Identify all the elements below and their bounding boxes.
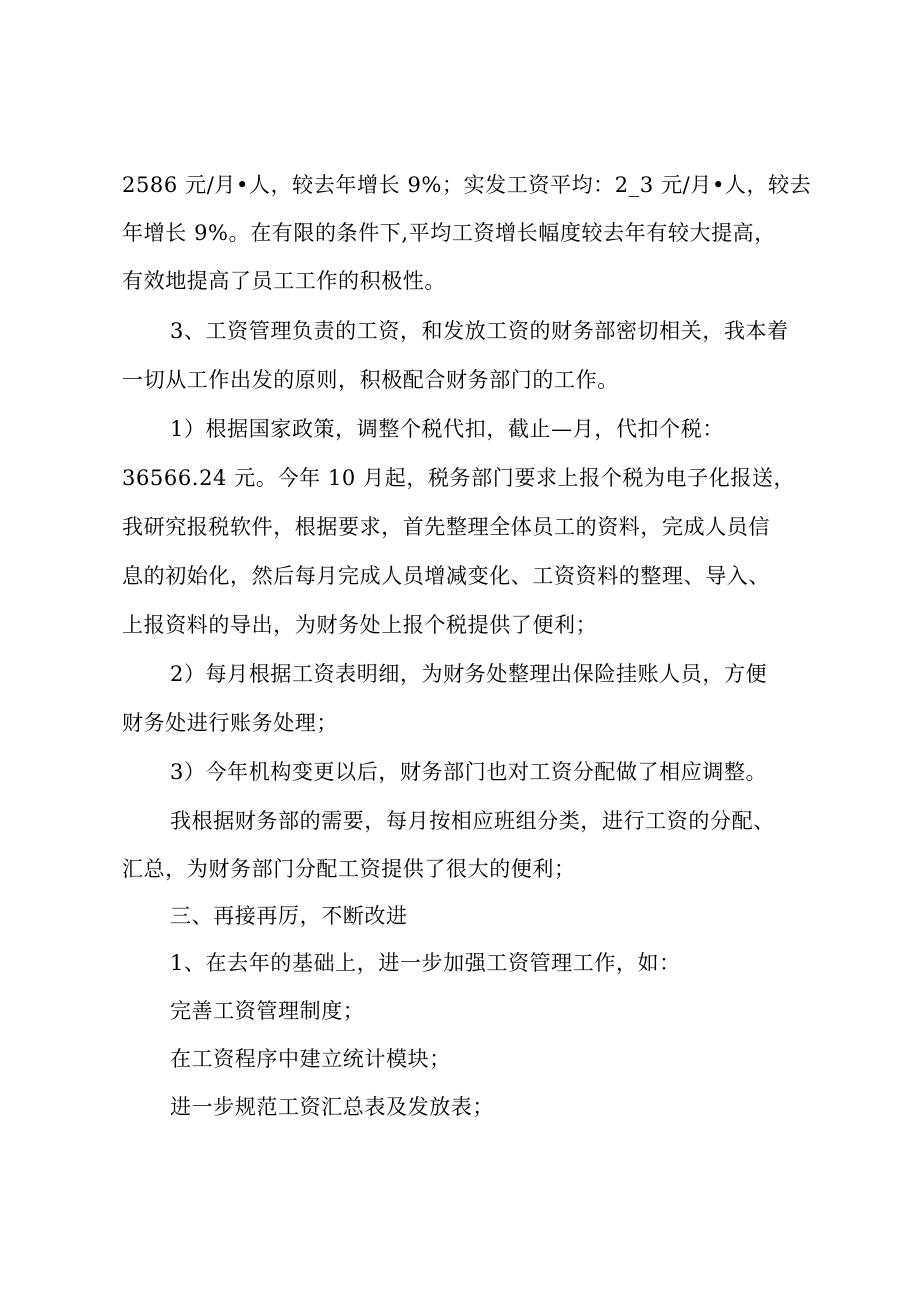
- text-line-2: 年增长 9%。在有限的条件下,平均工资增长幅度较去年有较大提高，: [122, 221, 776, 245]
- text-line-3: 有效地提高了员工工作的积极性。: [122, 269, 446, 293]
- text-line-13: 3）今年机构变更以后，财务部门也对工资分配做了相应调整。: [170, 760, 768, 784]
- text-line-5: 一切从工作出发的原则，积极配合财务部门的工作。: [122, 368, 619, 392]
- text-line-17: 1、在去年的基础上，进一步加强工资管理工作，如：: [170, 951, 681, 975]
- text-line-8: 我研究报税软件，根据要求，首先整理全体员工的资料，完成人员信: [122, 515, 770, 539]
- text-line-16: 三、再接再厉，不断改进: [170, 904, 408, 928]
- text-line-1: 2586 元/月•人，较去年增长 9%；实发工资平均：2_3 元/月•人，较去: [122, 173, 812, 197]
- text-line-7: 36566.24 元。今年 10 月起，税务部门要求上报个税为电子化报送，: [122, 466, 796, 490]
- text-line-18: 完善工资管理制度；: [170, 999, 365, 1023]
- text-line-14: 我根据财务部的需要，每月按相应班组分类，进行工资的分配、: [170, 809, 775, 833]
- text-line-6: 1）根据国家政策，调整个税代扣，截止—月，代扣个税：: [170, 417, 724, 441]
- text-line-4: 3、工资管理负责的工资，和发放工资的财务部密切相关，我本着: [170, 319, 789, 343]
- text-line-10: 上报资料的导出，为财务处上报个税提供了便利；: [122, 613, 598, 637]
- text-line-19: 在工资程序中建立统计模块；: [170, 1047, 451, 1071]
- text-line-15: 汇总，为财务部门分配工资提供了很大的便利；: [122, 857, 576, 881]
- text-line-20: 进一步规范工资汇总表及发放表；: [170, 1095, 494, 1119]
- text-line-9: 息的初始化，然后每月完成人员增减变化、工资资料的整理、导入、: [122, 564, 770, 588]
- text-line-11: 2）每月根据工资表明细，为财务处整理出保险挂账人员，方便: [170, 662, 768, 686]
- text-line-12: 财务处进行账务处理；: [122, 711, 338, 735]
